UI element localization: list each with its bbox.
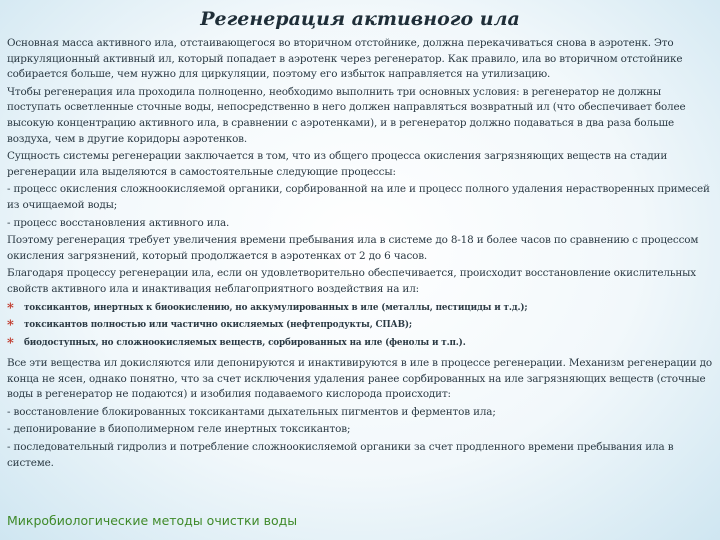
paragraph-benefits: Благодаря процессу регенерации ила, если он удовлетворительно обеспечивается, происходит восстановление окислительных свойств активного ила и инактивация неблагоприятного воздействия на ил:: [7, 267, 696, 295]
bullet-text: токсикантов полностью или частично окисляемых (нефтепродукты, СПАВ);: [24, 320, 412, 330]
bullet-text: токсикантов, инертных к биоокислению, но аккумулированных в иле (металлы, пестициды и т.д.);: [24, 302, 528, 313]
paragraph-process-restore: - процесс восстановления активного ила.: [7, 216, 230, 229]
paragraph-result-pigments: - восстановление блокированных токсикантами дыхательных пигментов и ферментов ила;: [7, 405, 496, 418]
paragraph-intro: Основная масса активного ила, отстаивающегося во вторичном отстойнике, должна перекачиваться снова в аэротенк. Это циркуляционный активный ил, который попадает в аэротенк через регенератор. Как правило, ила во вторичном отстойнике собирается больше, чем нужно для циркуляции, поэтому его избыток направляется на утилизацию.: [7, 37, 683, 81]
bullet-star-icon: *: [7, 300, 14, 316]
bullet-text: биодоступных, но сложноокисляемых веществ, сорбированных на иле (фенолы и т.п.).: [24, 337, 466, 348]
slide-body: [7, 36, 714, 473]
paragraph-mechanism: Все эти вещества ил докисляются или депонируются и инактивируются в иле в процессе регенерации. Механизм регенерации до конца не ясен, однако понятно, что за счет исключения удаления ранее сорбированных на иле загрязняющих веществ (сточные воды в регенератор не подаются) и изобилия подаваемого кислорода происходит:: [7, 357, 712, 401]
bullet-star-icon: *: [7, 318, 14, 333]
page-title: Регенерация активного ила: [200, 8, 520, 30]
footer-caption: Микробиологические методы очистки воды: [7, 513, 298, 528]
paragraph-conditions: Чтобы регенерация ила проходила полноценно, необходимо выполнить три основных условия: в регенератор не должны поступать осветленные сточные воды, непосредственно в него должен направляться возвратный ил (что обеспечивает более высокую концентрацию активного ила, в сравнении с аэротенками), и в регенератор должно подаваться в два раза больше воздуха, чем в другие коридоры аэротенков.: [7, 85, 686, 145]
bullet-star-icon: *: [7, 335, 14, 351]
paragraph-essence: Сущность системы регенерации заключается в том, что из общего процесса окисления загрязняющих веществ на стадии регенерации ила выделяются в самостоятельные следующие процессы:: [7, 150, 668, 178]
paragraph-result-hydrolysis: - последовательный гидролиз и потребление сложноокисляемой органики за счет продленного времени пребывания ила в системе.: [7, 440, 674, 469]
paragraph-result-deposit: - депонирование в биополимерном геле инертных токсикантов;: [7, 423, 351, 436]
bullet-item: [7, 335, 714, 353]
bullet-item: [7, 317, 714, 335]
paragraph-process-oxidation: - процесс окисления сложноокисляемой органики, сорбированной на иле и процесс полного удаления нерастворенных примесей из очищаемой воды;: [7, 183, 710, 211]
paragraph-duration: Поэтому регенерация требует увеличения времени пребывания ила в системе до 8-18 и более часов по сравнению с процессом окисления загрязнений, который продолжается в аэротенках от 2 до 6 часов.: [7, 234, 699, 262]
bullet-item: [7, 300, 714, 318]
